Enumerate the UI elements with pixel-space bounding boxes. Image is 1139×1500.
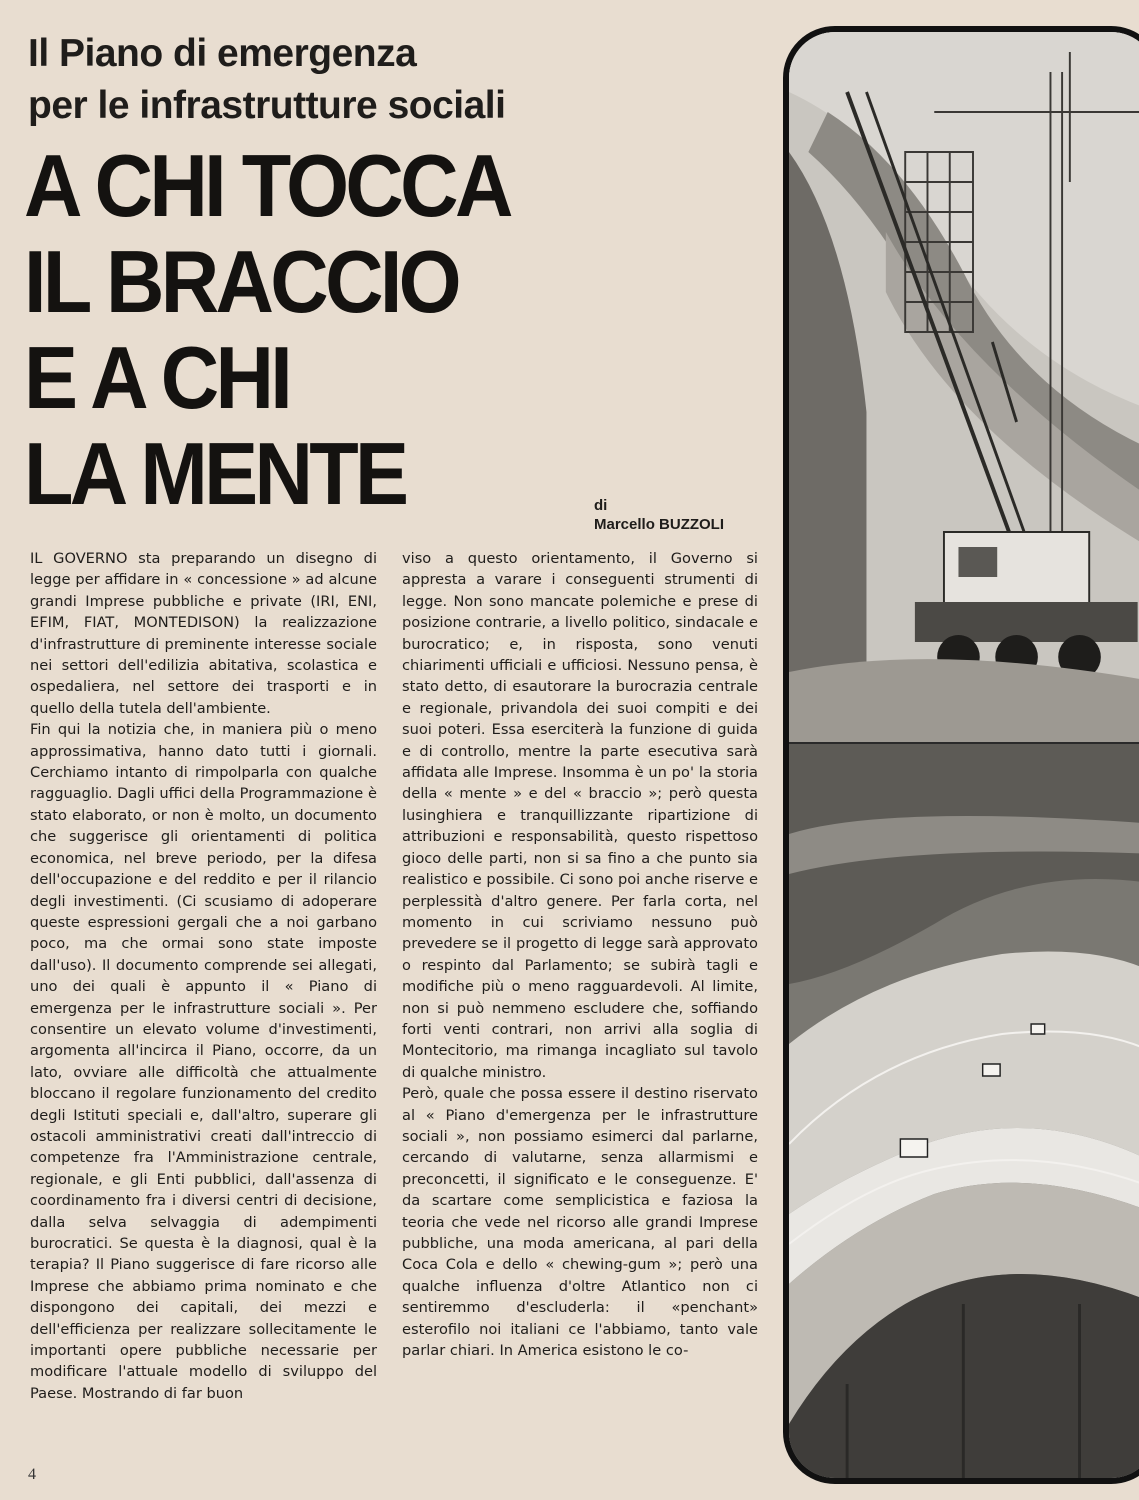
kicker-line-1: Il Piano di emergenza — [28, 32, 417, 75]
body-column-1 — [30, 548, 377, 1404]
page-number: 4 — [28, 1466, 36, 1483]
highway-illustration — [789, 744, 1139, 1484]
body-column-2 — [402, 548, 758, 1361]
headline-line-4: LA MENTE — [24, 424, 406, 523]
byline-prefix: di — [594, 497, 608, 514]
construction-crane-illustration — [789, 32, 1139, 744]
construction-crane-photo — [789, 32, 1139, 744]
paragraph: Fin qui la notizia che, in maniera più o meno approssimativa, hanno dato tutti i giornali. Cerchiamo intanto di rimpolparla con qualche ragguaglio. Dagli uffici della Programmazione è stato elaborato, or non è molto, un documento che suggerisce gli orientamenti di politica economica, nel breve periodo, per la difesa dell'occupazione e del reddito e per il rilancio degli investimenti. (Ci scusiamo di adoperare queste espressioni gergali che a noi garbano poco, ma che ormai sono state imposte dall'uso). Il documento comprende sei allegati, uno dei quali è appunto il « Piano di emergenza per le infrastrutture sociali ». Per consentire un elevato volume d'investimenti, argomenta all'incirca il Piano, occorre, da un lato, ovviare alle difficoltà che attualmente bloccano il regolare funzionamento del credito degli Istituti speciali e, dall'altro, superare gli ostacoli amministrativi creati dall'intreccio di competenze fra l'Amministrazione centrale, regionale, e gli Enti pubblici, dall'assenza di coordinamento fra i diversi centri di decisione, dalla selva selvaggia di adempimenti burocratici. Se questa è la diagnosi, qual è la terapia? Il Piano suggerisce di fare ricorso alle Imprese che abbiamo prima nominato e che dispongono dei capitali, dei mezzi e dell'efficienza per realizzare sollecitamente le importanti opere pubbliche necessarie per modificare l'attuale modello di sviluppo del Paese. Mostrando di far buon — [30, 721, 377, 1402]
byline — [594, 496, 724, 534]
headline-line-2: IL BRACCIO — [24, 232, 458, 331]
byline-author: Marcello BUZZOLI — [594, 516, 725, 533]
paragraph: IL GOVERNO sta preparando un disegno di legge per affidare in « concessione » ad alcune grandi Imprese pubbliche e private (IRI, ENI, EFIM, FIAT, MONTEDISON) la realizzazione d'infrastrutture di preminente interesse sociale nei settori dell'edilizia abitativa, scolastica e ospedaliera, nel settore dei trasporti e in quello della tutela dell'ambiente. — [30, 550, 377, 717]
headline-line-1: A CHI TOCCA — [24, 136, 510, 235]
headline-line-3: E A CHI — [24, 328, 290, 427]
kicker — [28, 28, 778, 132]
paragraph: Però, quale che possa essere il destino riservato al « Piano d'emergenza per le infrastrutture sociali », non possiamo esimerci dal parlarne, cercando di valutarne, senza allarmismi e preconcetti, il significato e le conseguenze. E' da scartare come semplicistica e faziosa la teoria che vede nel ricorso alle grandi Imprese pubbliche, una moda americana, al pari della Coca Cola e dello « chewing-gum »; però una qualche influenza d'oltre Atlantico non ci sentiremmo d'escluderla: il «penchant» esterofilo noi italiani ce l'abbiamo, tanto vale parlar chiari. In America esistono le co- — [402, 1085, 758, 1360]
highway-viaduct-photo — [789, 744, 1139, 1484]
paragraph: viso a questo orientamento, il Governo si appresta a varare i conseguenti strumenti di legge. Non sono mancate polemiche e prese di posizione contrarie, a livello politico, sindacale e burocratico; e, in risposta, sono venuti chiarimenti ufficiali e ufficiosi. Nessuno pensa, è stato detto, di esautorare la burocrazia centrale e regionale, privandola dei suoi compiti e dei suoi poteri. Essa eserciterà la funzione di guida e di controllo, mentre la parte esecutiva sarà affidata alle Imprese. Insomma è un po' la storia della « mente » e del « braccio »; però questa lusinghiera e tranquillizzante ripartizione di attribuzioni e responsabilità, questo rispettoso gioco delle parti, non si sa fino a che punto sia realistico e possibile. Ci sono poi anche riserve e perplessità d'altro genere. Per farla corta, nel momento in cui scriviamo nessuno può prevedere se il progetto di legge sarà approvato o respinto dal Parlamento; se subirà tagli e modifiche più o meno ragguardevoli. Al limite, non si può nemmeno escludere che, soffiando forti venti contrari, non arrivi alla soglia di Montecitorio, ma rimanga incagliato sul tavolo di qualche ministro. — [402, 550, 758, 1081]
photo-frame — [783, 26, 1139, 1484]
kicker-line-2: per le infrastrutture sociali — [28, 84, 506, 127]
headline — [24, 138, 723, 522]
